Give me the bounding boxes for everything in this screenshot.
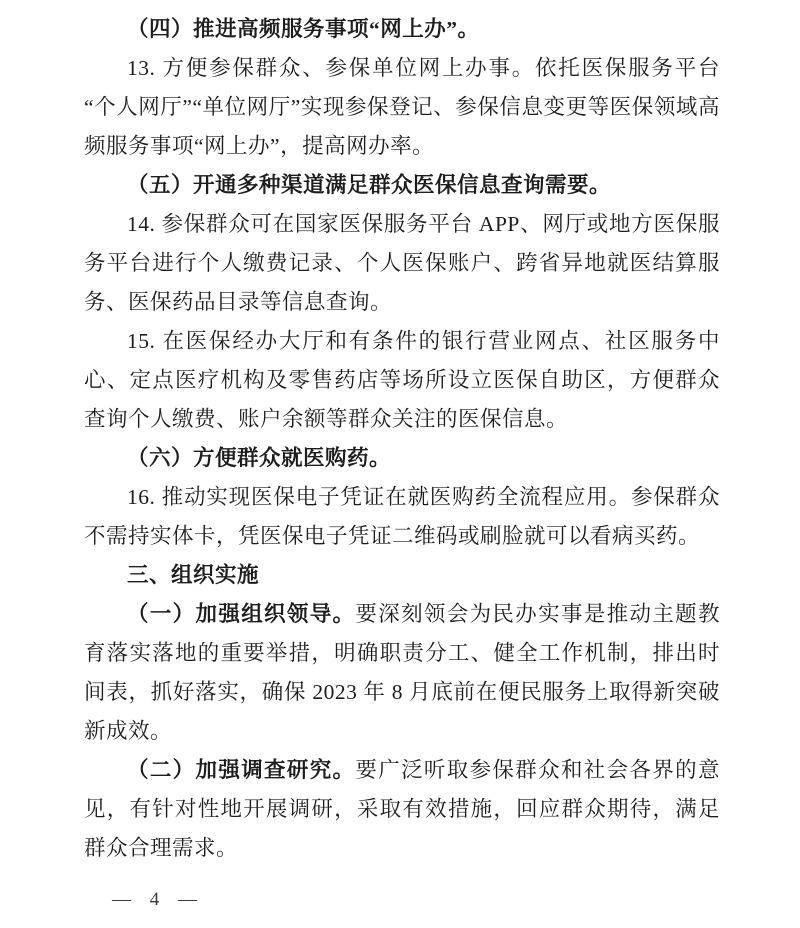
section-heading-6: （六）方便群众就医购药。 bbox=[127, 446, 392, 470]
page-footer bbox=[112, 886, 201, 914]
section-heading-5: （五）开通多种渠道满足群众医保信息查询需要。 bbox=[127, 173, 612, 197]
paragraph-lead-1: （一）加强组织领导。 bbox=[127, 602, 356, 626]
page-number: — 4 — bbox=[112, 889, 201, 910]
document-body bbox=[84, 10, 720, 868]
paragraph-investigation bbox=[84, 751, 720, 868]
section-heading-4: （四）推进高频服务事项“网上办”。 bbox=[127, 17, 480, 41]
paragraph-body-1: 要深刻领会为民办实事是推动主题教育落实落地的重要举措，明确职责分工、健全工作机制，排出时间表，抓好落实，确保 2023 年 8 月底前在便民服务上取得新突破新成效。 bbox=[84, 602, 720, 743]
chapter-heading-3: 三、组织实施 bbox=[127, 563, 260, 587]
paragraph-lead-2: （二）加强调查研究。 bbox=[127, 758, 356, 782]
paragraph-org-leadership bbox=[84, 595, 720, 751]
paragraph-15: 15. 在医保经办大厅和有条件的银行营业网点、社区服务中心、定点医疗机构及零售药店等场所设立医保自助区，方便群众查询个人缴费、账户余额等群众关注的医保信息。 bbox=[84, 329, 720, 431]
paragraph-body-2: 要广泛听取参保群众和社会各界的意见，有针对性地开展调研，采取有效措施，回应群众期待，满足群众合理需求。 bbox=[84, 758, 720, 860]
paragraph-13: 13. 方便参保群众、参保单位网上办事。依托医保服务平台“个人网厅”“单位网厅”实现参保登记、参保信息变更等医保领域高频服务事项“网上办”，提高网办率。 bbox=[84, 56, 720, 158]
paragraph-16: 16. 推动实现医保电子凭证在就医购药全流程应用。参保群众不需持实体卡，凭医保电子凭证二维码或刷脸就可以看病买药。 bbox=[84, 485, 720, 548]
paragraph-14: 14. 参保群众可在国家医保服务平台 APP、网厅或地方医保服务平台进行个人缴费记录、个人医保账户、跨省异地就医结算服务、医保药品目录等信息查询。 bbox=[84, 212, 720, 314]
